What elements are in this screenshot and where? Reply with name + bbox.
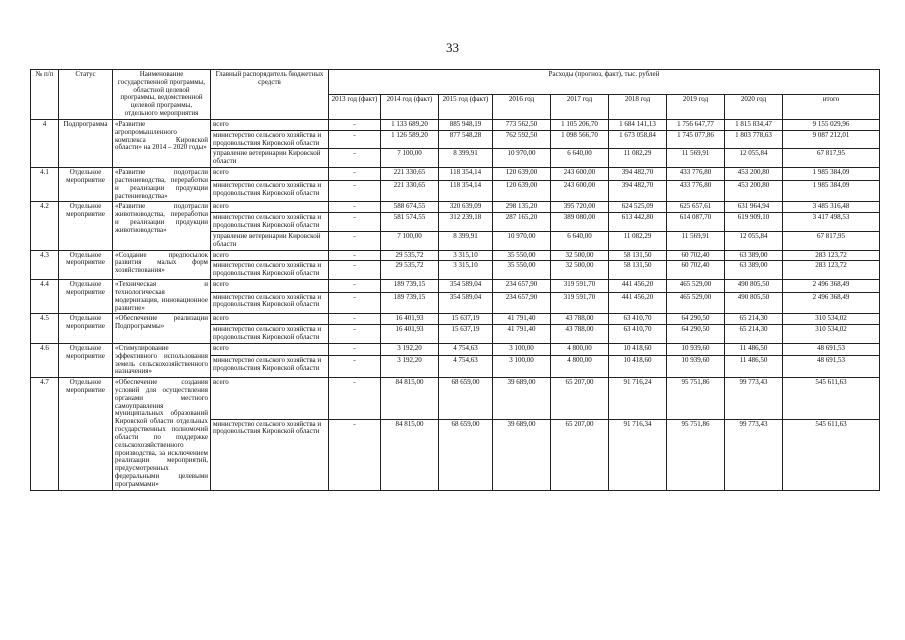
value-cell: 10 418,60 [609,356,667,378]
page-number: 33 [446,40,459,55]
value-cell: 10 418,60 [609,343,667,356]
value-cell: 1 126 589,20 [381,130,439,149]
value-cell: 16 401,93 [381,325,439,344]
value-cell: 91 716,34 [609,419,667,490]
value-cell: 10 939,60 [667,356,725,378]
value-cell: 631 964,94 [725,202,783,213]
value-cell: 1 105 206,70 [551,119,609,130]
table-row [31,280,880,293]
value-cell: 12 055,84 [725,231,783,250]
value-cell: 67 817,95 [783,231,880,250]
row-manager: министерство сельского хозяйства и продовольствия Кировской области [211,180,329,202]
value-cell: 1 985 384,09 [783,168,880,181]
value-cell: 11 486,50 [725,356,783,378]
row-name: «Стимулирование эффективного использования земель сельскохозяйственного назначения» [113,343,211,377]
value-cell: 65 207,00 [551,378,609,419]
row-manager: всего [211,168,329,181]
value-cell: 4 800,00 [551,343,609,356]
value-cell: 43 788,00 [551,314,609,325]
value-cell: 389 080,00 [551,213,609,232]
value-cell: 120 639,00 [493,180,551,202]
value-cell: 9 155 029,96 [783,119,880,130]
row-manager: министерство сельского хозяйства и продовольствия Кировской области [211,419,329,490]
value-cell: 1 803 778,63 [725,130,783,149]
value-cell: 234 657,90 [493,280,551,293]
col-name-header: Наименование государственной программы, областной целевой программы, ведомственной целевой программы, отдельного мероприятия [113,70,211,120]
value-cell: 1 756 647,77 [667,119,725,130]
value-cell: 283 123,72 [783,250,880,261]
value-cell: 95 751,86 [667,378,725,419]
value-cell: 441 456,20 [609,280,667,293]
year-header-cell: 2014 год (факт) [381,94,439,119]
value-cell: 319 591,70 [551,280,609,293]
table-row [31,314,880,325]
value-cell: 465 529,00 [667,292,725,314]
row-manager: всего [211,378,329,419]
row-number: 4.2 [31,202,59,250]
row-status: Отдельное мероприятие [59,343,113,377]
value-cell: - [329,119,381,130]
value-cell: 11 082,29 [609,231,667,250]
value-cell: 3 192,20 [381,356,439,378]
row-name: «Развитие агропромышленного комплекса Кировской области» на 2014 – 2020 годы» [113,119,211,167]
value-cell: 189 739,15 [381,292,439,314]
value-cell: 63 410,70 [609,314,667,325]
row-manager: министерство сельского хозяйства и продовольствия Кировской области [211,292,329,314]
row-manager: всего [211,119,329,130]
value-cell: 32 500,00 [551,250,609,261]
value-cell: 545 611,63 [783,419,880,490]
table-header [31,70,880,120]
value-cell: 39 689,00 [493,378,551,419]
value-cell: 58 131,50 [609,250,667,261]
year-header-cell: 2020 год [725,94,783,119]
value-cell: 394 482,70 [609,180,667,202]
value-cell: 10 970,00 [493,149,551,168]
value-cell: - [329,130,381,149]
value-cell: 99 773,43 [725,419,783,490]
value-cell: - [329,180,381,202]
value-cell: 1 673 058,84 [609,130,667,149]
value-cell: 48 691,53 [783,343,880,356]
value-cell: 1 985 384,09 [783,180,880,202]
value-cell: 8 399,91 [439,149,493,168]
value-cell: 60 702,40 [667,250,725,261]
value-cell: 84 815,00 [381,419,439,490]
year-header-cell: 2018 год [609,94,667,119]
value-cell: 65 214,30 [725,314,783,325]
row-manager: всего [211,250,329,261]
value-cell: 15 637,19 [439,325,493,344]
value-cell: 60 702,40 [667,261,725,280]
value-cell: - [329,213,381,232]
value-cell: 2 496 368,49 [783,292,880,314]
row-number: 4.6 [31,343,59,377]
row-manager: управление ветеринарии Кировской области [211,149,329,168]
row-manager: всего [211,343,329,356]
year-header-cell: итого [783,94,880,119]
value-cell: 287 165,20 [493,213,551,232]
value-cell: 35 550,00 [493,250,551,261]
value-cell: - [329,378,381,419]
value-cell: 243 600,00 [551,168,609,181]
row-number: 4.7 [31,378,59,491]
col-expenses-header: Расходы (прогноз, факт), тыс. рублей [329,70,880,95]
table-body [31,119,880,490]
row-manager: всего [211,280,329,293]
value-cell: 453 200,80 [725,180,783,202]
value-cell: 7 100,00 [381,149,439,168]
row-name: «Развитие подотрасли растениеводства, переработки и реализации продукции растениеводства» [113,168,211,202]
value-cell: 3 192,20 [381,343,439,356]
row-manager: всего [211,314,329,325]
value-cell: 35 550,00 [493,261,551,280]
value-cell: 3 417 498,53 [783,213,880,232]
value-cell: 68 659,00 [439,378,493,419]
row-status: Отдельное мероприятие [59,202,113,250]
year-header-cell: 2016 год [493,94,551,119]
value-cell: 298 135,20 [493,202,551,213]
value-cell: 15 637,19 [439,314,493,325]
row-number: 4.5 [31,314,59,343]
value-cell: 490 805,50 [725,280,783,293]
value-cell: 12 055,84 [725,149,783,168]
row-number: 4.3 [31,250,59,279]
value-cell: 11 082,29 [609,149,667,168]
value-cell: 32 500,00 [551,261,609,280]
value-cell: - [329,261,381,280]
value-cell: 283 123,72 [783,261,880,280]
value-cell: 84 815,00 [381,378,439,419]
value-cell: 4 754,63 [439,356,493,378]
value-cell: 885 948,19 [439,119,493,130]
value-cell: 354 589,04 [439,292,493,314]
value-cell: - [329,202,381,213]
value-cell: 310 534,02 [783,314,880,325]
row-status: Отдельное мероприятие [59,314,113,343]
value-cell: - [329,231,381,250]
value-cell: 1 815 834,47 [725,119,783,130]
year-header-cell: 2019 год [667,94,725,119]
value-cell: 3 100,00 [493,356,551,378]
value-cell: 48 691,53 [783,356,880,378]
row-number: 4.4 [31,280,59,314]
value-cell: 16 401,93 [381,314,439,325]
value-cell: 312 239,18 [439,213,493,232]
year-header-cell: 2017 год [551,94,609,119]
value-cell: - [329,356,381,378]
value-cell: 11 569,91 [667,231,725,250]
col-manager-header: Главный распорядитель бюджетных средств [211,70,329,120]
value-cell: 63 389,00 [725,250,783,261]
row-name: «Развитие подотрасли животноводства, переработки и реализации продукции животноводства» [113,202,211,250]
value-cell: 625 657,61 [667,202,725,213]
value-cell: 1 098 566,70 [551,130,609,149]
value-cell: - [329,343,381,356]
value-cell: 395 720,00 [551,202,609,213]
value-cell: 11 486,50 [725,343,783,356]
value-cell: 394 482,70 [609,168,667,181]
row-status: Отдельное мероприятие [59,280,113,314]
value-cell: 1 745 077,86 [667,130,725,149]
row-name: «Обеспечение создания условий для осуществления органами местного самоуправления муниципальных образований Кировской области отдельных государственных полномочий области по поддержке сельскохозяйственного производства, за исключением реализации мероприятий, предусмотренных федеральными целевыми программами» [113,378,211,491]
value-cell: 39 689,00 [493,419,551,490]
row-status: Отдельное мероприятие [59,168,113,202]
value-cell: 43 788,00 [551,325,609,344]
row-manager: всего [211,202,329,213]
value-cell: 354 589,04 [439,280,493,293]
value-cell: - [329,292,381,314]
value-cell: 1 133 689,20 [381,119,439,130]
value-cell: 189 739,15 [381,280,439,293]
value-cell: 762 592,50 [493,130,551,149]
year-header-cell: 2015 год (факт) [439,94,493,119]
value-cell: 581 574,55 [381,213,439,232]
value-cell: 877 548,28 [439,130,493,149]
value-cell: 41 791,40 [493,325,551,344]
value-cell: 613 442,80 [609,213,667,232]
value-cell: - [329,168,381,181]
value-cell: 465 529,00 [667,280,725,293]
row-name: «Создание предпосылок развития малых форм хозяйствования» [113,250,211,279]
value-cell: 320 639,09 [439,202,493,213]
value-cell: 8 399,91 [439,231,493,250]
value-cell: 10 939,60 [667,343,725,356]
value-cell: 64 290,50 [667,325,725,344]
table-row [31,202,880,213]
value-cell: 118 354,14 [439,168,493,181]
value-cell: 10 970,00 [493,231,551,250]
value-cell: 4 800,00 [551,356,609,378]
row-manager: министерство сельского хозяйства и продовольствия Кировской области [211,325,329,344]
value-cell: 490 805,50 [725,292,783,314]
table-row [31,168,880,181]
value-cell: 6 640,00 [551,149,609,168]
table-row [31,250,880,261]
value-cell: 65 214,30 [725,325,783,344]
value-cell: - [329,149,381,168]
value-cell: 67 817,95 [783,149,880,168]
value-cell: 118 354,14 [439,180,493,202]
value-cell: 3 315,10 [439,250,493,261]
row-manager: министерство сельского хозяйства и продовольствия Кировской области [211,356,329,378]
value-cell: 588 674,55 [381,202,439,213]
value-cell: 319 591,70 [551,292,609,314]
value-cell: 63 410,70 [609,325,667,344]
value-cell: 3 100,00 [493,343,551,356]
value-cell: - [329,280,381,293]
col-status-header: Статус [59,70,113,120]
table-row [31,378,880,419]
value-cell: - [329,325,381,344]
value-cell: 234 657,90 [493,292,551,314]
row-manager: министерство сельского хозяйства и продовольствия Кировской области [211,213,329,232]
row-number: 4 [31,119,59,167]
value-cell: 41 791,40 [493,314,551,325]
value-cell: - [329,250,381,261]
budget-table [30,69,880,491]
value-cell: 7 100,00 [381,231,439,250]
year-header-cell: 2013 год (факт) [329,94,381,119]
value-cell: 58 131,50 [609,261,667,280]
value-cell: 310 534,02 [783,325,880,344]
row-name: «Обеспечение реализации Подпрограммы» [113,314,211,343]
table-row [31,343,880,356]
row-manager: управление ветеринарии Кировской области [211,231,329,250]
row-number: 4.1 [31,168,59,202]
value-cell: - [329,314,381,325]
row-name: «Техническая и технологическая модернизация, инновационное развитие» [113,280,211,314]
value-cell: 773 562,50 [493,119,551,130]
value-cell: 545 611,63 [783,378,880,419]
row-manager: министерство сельского хозяйства и продовольствия Кировской области [211,261,329,280]
value-cell: 453 200,80 [725,168,783,181]
value-cell: 441 456,20 [609,292,667,314]
value-cell: 95 751,86 [667,419,725,490]
value-cell: 433 776,80 [667,180,725,202]
value-cell: 11 569,91 [667,149,725,168]
row-status: Подпрограмма [59,119,113,167]
value-cell: 221 330,65 [381,168,439,181]
value-cell: 614 087,70 [667,213,725,232]
value-cell: 68 659,00 [439,419,493,490]
value-cell: 221 330,65 [381,180,439,202]
value-cell: 29 535,72 [381,250,439,261]
value-cell: 120 639,00 [493,168,551,181]
row-manager: министерство сельского хозяйства и продовольствия Кировской области [211,130,329,149]
value-cell: 433 776,80 [667,168,725,181]
value-cell: 65 207,00 [551,419,609,490]
value-cell: 2 496 368,49 [783,280,880,293]
value-cell: 63 389,00 [725,261,783,280]
col-num-header: № п/п [31,70,59,120]
row-status: Отдельное мероприятие [59,378,113,491]
value-cell: 99 773,43 [725,378,783,419]
value-cell: 64 290,50 [667,314,725,325]
value-cell: - [329,419,381,490]
value-cell: 243 600,00 [551,180,609,202]
value-cell: 3 485 316,48 [783,202,880,213]
row-status: Отдельное мероприятие [59,250,113,279]
value-cell: 9 087 212,01 [783,130,880,149]
value-cell: 29 535,72 [381,261,439,280]
value-cell: 624 525,09 [609,202,667,213]
value-cell: 4 754,63 [439,343,493,356]
table-row [31,119,880,130]
value-cell: 6 640,00 [551,231,609,250]
value-cell: 3 315,10 [439,261,493,280]
value-cell: 1 684 141,13 [609,119,667,130]
value-cell: 619 909,10 [725,213,783,232]
value-cell: 91 716,24 [609,378,667,419]
